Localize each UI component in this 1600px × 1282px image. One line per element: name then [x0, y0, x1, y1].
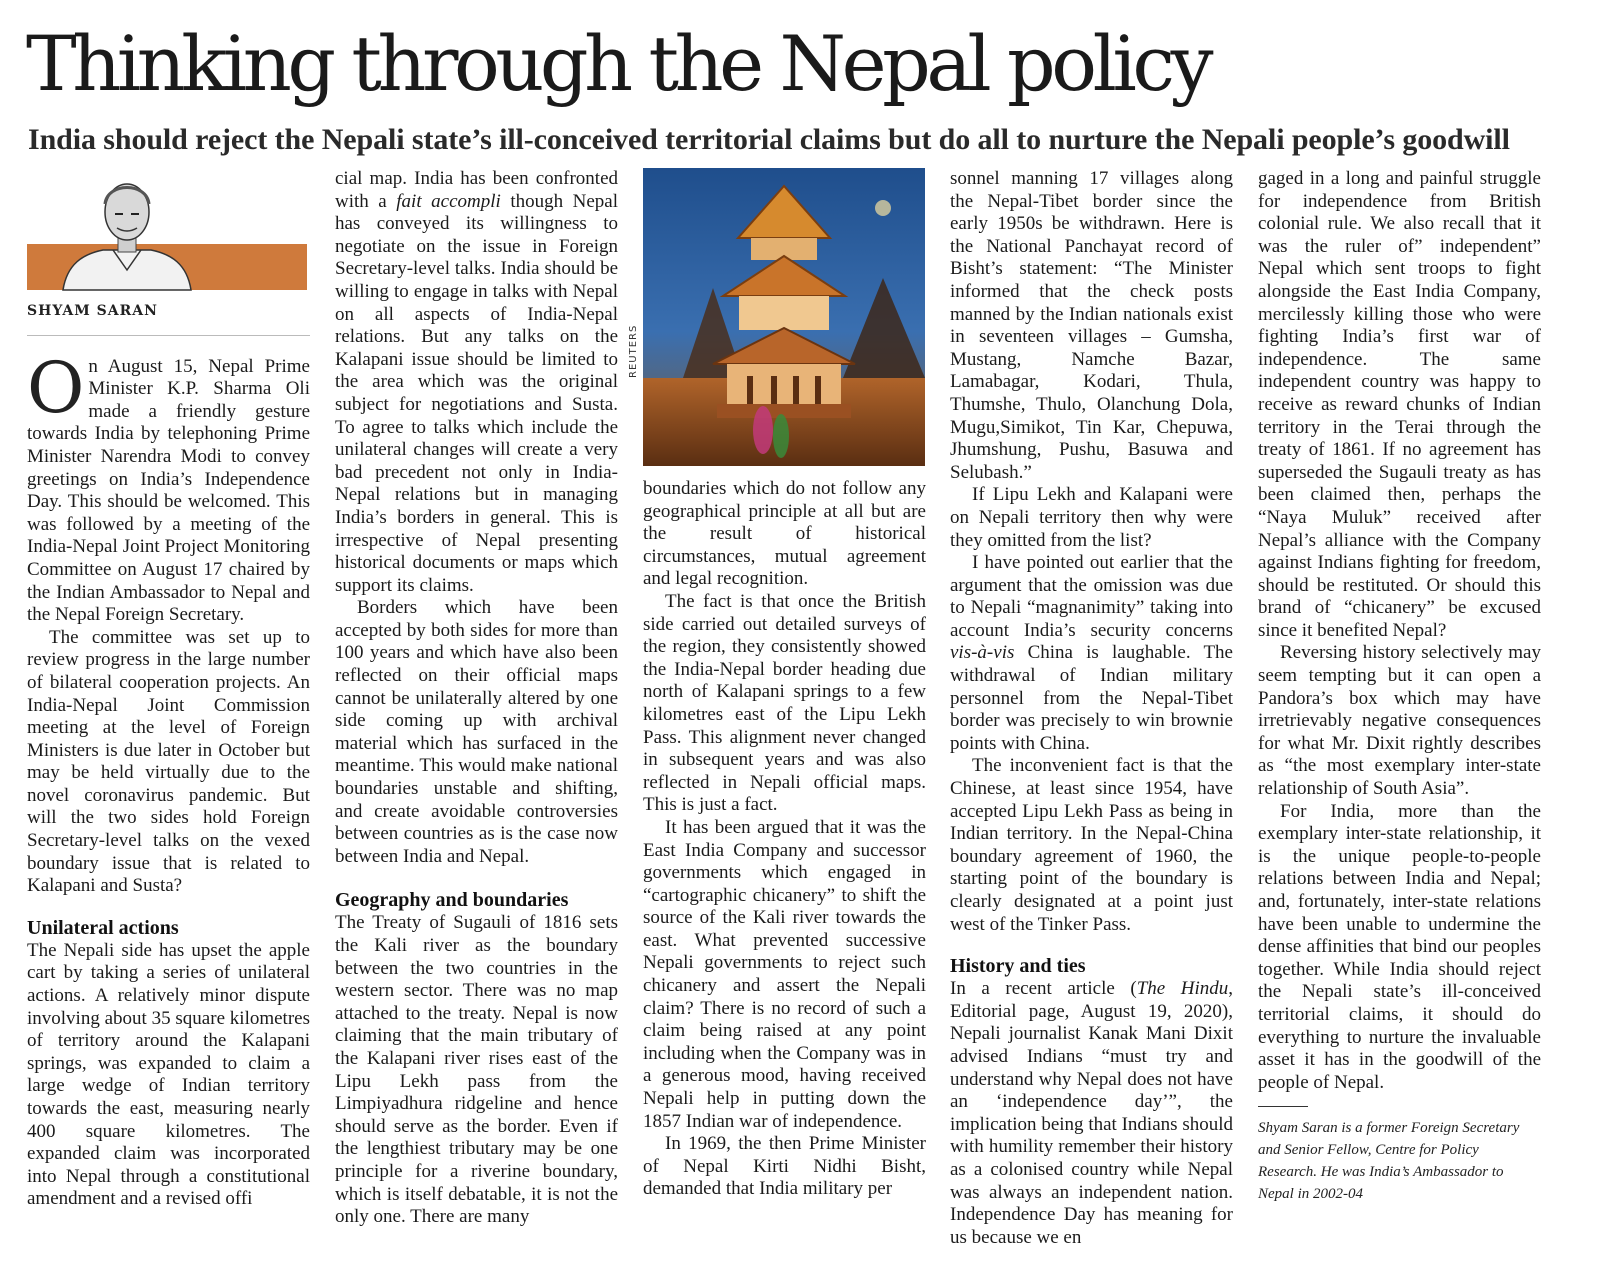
author-byline: SHYAM SARAN [27, 303, 158, 319]
column-2 [335, 168, 618, 1268]
paragraph: sonnel manning 17 villages along the Nepal-Tibet border since the early 1950s be withdrawn. Here is the National Panchayat record of Bisht’s statement: “The Minister informed that the check posts manned by the Indian nationals exist in seventeen villages – Gumsha, Mustang, Namche Bazar, Lamabagar, Kodari, Thula, Thumshe, Thulo, Olanchung Dola, Mugu,Simikot, Tin Kar, Chepuwa, Jhumshung, Pushu, Basuwa and Selubash.” [950, 168, 1233, 483]
paragraph: For India, more than the exemplary inter-state relationship, it is the unique people-to-people relations between India and Nepal; and, fortunately, inter-state relations have been unable to undermine the dense affinities that bind our peoples together. While India should reject the Nepali state’s ill-conceived territorial claims, it should do everything to nurture the invaluable asset it has in the goodwill of the people of Nepal. [1258, 800, 1541, 1093]
deck-subheadline: India should reject the Nepali state’s ill-conceived territorial claims but do all to nurture the Nepali people’s goodwill [28, 123, 1510, 156]
byline-divider [27, 335, 310, 336]
column-3 [628, 168, 926, 1268]
column-5 [1258, 168, 1541, 1268]
paragraph: cial map. India has been confronted with a fait accompli though Nepal has conveyed its willingness to negotiate on the issue in Foreign Secretary-level talks. India should be willing to engage in talks with Nepal on all aspects of India-Nepal relations. But any talks on the Kalapani issue should be limited to the area which was the original subject for negotiations and Susta. To agree to talks which include the unilateral changes will create a very bad precedent not only in India-Nepal relations but in managing India’s borders in general. This is irrespective of Nepal presenting historical documents or maps which support its claims. [335, 168, 618, 596]
paragraph: On August 15, Nepal Prime Minister K.P. Sharma Oli made a friendly gesture towards India by telephoning Prime Minister Narendra Modi to convey greetings on India’s Independence Day. This should be welcomed. This was followed by a meeting of the India-Nepal Joint Project Monitoring Committee on August 17 chaired by the Indian Ambassador to Nepal and the Nepal Foreign Secretary. [27, 346, 310, 626]
bio-divider [1258, 1106, 1308, 1107]
paragraph: The Treaty of Sugauli of 1816 sets the Kali river as the boundary between the two countries in the western sector. There was no map attached to the treaty. Nepal is now claiming that the main tributary of the Kalapani river rises east of the Lipu Lekh pass from the Limpiyadhura ridgeline and hence should serve as the border. Even if the lengthiest tributary may be one principle for a riverine boundary, which is itself debatable, it is not the only one. There are many [335, 912, 618, 1228]
paragraph: The inconvenient fact is that the Chinese, at least since 1954, have accepted Lipu Lekh Pass as being in Indian territory. In the Nepal-China boundary agreement of 1960, the starting point of the boundary is clearly designated at a point just west of the Tinker Pass. [950, 755, 1233, 935]
author-portrait-sketch [57, 168, 197, 290]
paragraph: The Nepali side has upset the apple cart by taking a series of unilateral actions. A relatively minor dispute involving about 35 square kilometres of territory around the Kalapani springs, was expanded to claim a large wedge of Indian territory towards the east, measuring nearly 400 square kilometres. The expanded claim was incorporated into Nepal through a constitutional amendment and a revised offi [27, 939, 310, 1210]
paragraph: In a recent article (The Hindu, Editorial page, August 19, 2020), Nepali journalist Kanak Mani Dixit advised Indians “must try and understand why Nepal does not have an ‘independence day’”, the implication being that Indians should with humility remember their history as a colonised country while Nepal was always an independent nation. Independence Day has meaning for us because we en [950, 978, 1233, 1248]
section-heading-unilateral: Unilateral actions [27, 916, 179, 939]
author-bio: Shyam Saran is a former Foreign Secretary and Senior Fellow, Centre for Policy Research. He was India’s Ambassador to Nepal in 2002-04 [1258, 1120, 1520, 1203]
paragraph: boundaries which do not follow any geographical principle at all but are the result of historical circumstances, mutual agreement and legal recognition. [643, 478, 926, 590]
paragraph: Borders which have been accepted by both sides for more than 100 years and which have also been reflected on their official maps cannot be unilaterally altered by one side coming up with archival material which has surfaced in the meantime. This would make national boundaries unstable and shifting, and create avoidable controversies between countries as is the case now between India and Nepal. [335, 597, 618, 867]
paragraph: It has been argued that it was the East India Company and successor governments which engaged in “cartographic chicanery” to shift the source of the Kali river towards the east. What prevented successive Nepali governments to reject such chicanery and assert the Nepali claim? There is no record of such a claim being raised at any point including when the Company was in a generous mood, having received Nepali help in putting down the 1857 Indian war of independence. [643, 816, 926, 1132]
temple-illustration [643, 168, 925, 466]
section-heading-history: History and ties [950, 955, 1086, 978]
column-4 [950, 168, 1233, 1268]
paragraph: If Lipu Lekh and Kalapani were on Nepali territory then why were they omitted from the list? [950, 484, 1233, 551]
headline: Thinking through the Nepal policy [26, 19, 1210, 108]
drop-cap: O [27, 346, 85, 429]
paragraph: gaged in a long and painful struggle for independence from British colonial rule. We also recall that it was the ruler of” independent” Nepal which sent troops to fight alongside the East India Company, mercilessly killing those who were fighting India’s first war of independence. The same independent country was happy to receive as reward chunks of Indian territory in the Terai through the treaty of 1861. If no agreement has superseded the Sugauli treaty as has been claimed then, perhaps the “Naya Muluk” received after Nepal’s alliance with the Company against Indians fighting for freedom, should be restituted. Or should this brand of “chicanery” be excused since it benefited Nepal? [1258, 168, 1541, 641]
paragraph: Reversing history selectively may seem tempting but it can open a Pandora’s box which may have irretrievably negative consequences for what Mr. Dixit rightly describes as “the most exemplary inter-state relationship of South Asia”. [1258, 642, 1541, 800]
paragraph: The committee was set up to review progress in the large number of bilateral cooperation projects. An India-Nepal Joint Commission meeting at the level of Foreign Ministers is due later in October but may be held virtually due to the novel coronavirus pandemic. But will the two sides hold Foreign Secretary-level talks on the vexed boundary issue that is related to Kalapani and Susta? [27, 626, 310, 897]
column-1 [27, 168, 310, 1268]
paragraph: In 1969, the then Prime Minister of Nepal Kirti Nidhi Bisht, demanded that India military per [643, 1133, 926, 1200]
section-heading-geography: Geography and boundaries [335, 889, 569, 912]
photo-credit: REUTERS [628, 324, 639, 378]
paragraph: I have pointed out earlier that the argument that the omission was due to Nepali “magnanimity” taking into account India’s security concerns vis-à-vis China is laughable. The withdrawal of Indian military personnel from the Nepal-Tibet border was precisely to win brownie points with China. [950, 552, 1233, 754]
paragraph: The fact is that once the British side carried out detailed surveys of the region, they consistently showed the India-Nepal border heading due north of Kalapani springs to a few kilometres east of the Lipu Lekh Pass. This alignment never changed in subsequent years and was also reflected in Nepali official maps. This is just a fact. [643, 590, 926, 816]
author-photo [27, 168, 307, 290]
temple-photo [628, 168, 925, 466]
